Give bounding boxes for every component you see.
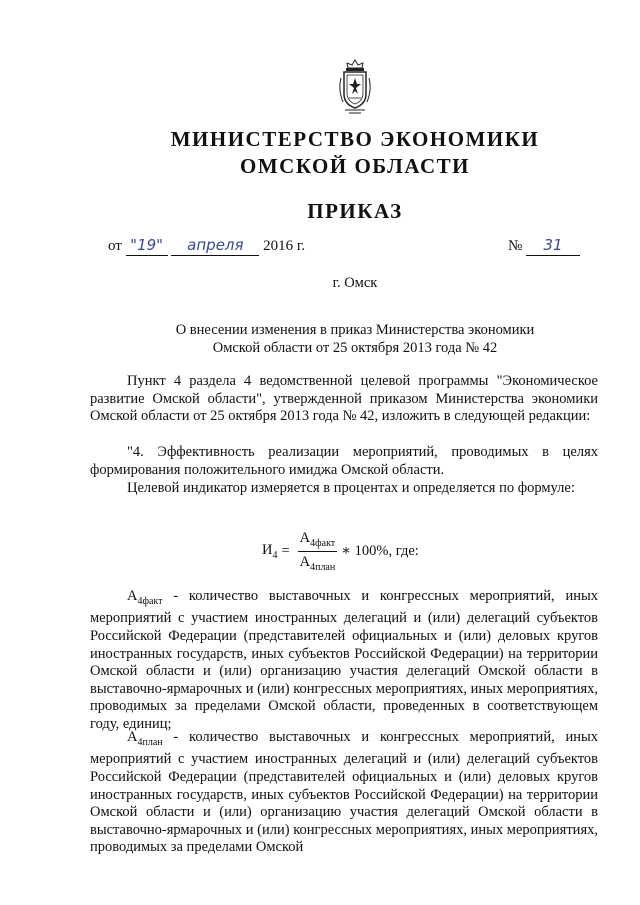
date-month-field xyxy=(171,236,259,256)
subject xyxy=(0,321,640,357)
paragraph-2: "4. Эффективность реализации мероприятий, проводимых в целях формирования положительного имиджа Омской области. xyxy=(90,444,598,478)
order-number xyxy=(508,236,580,256)
city: г. Омск xyxy=(332,275,378,291)
definition-a4plan: $А_{4план}$ - количество выставочных и конгрессных мероприятий, иных мероприятий с участием иностранных делегаций и (или) делегаций субъектов Российской Федерации (представителей официальных и (или) деловых кругов иностранных государств, иных субъектов Российской Федерации) на территории Омской области и (или) организацию участия делегаций Омской области в выставочно-ярмарочных и (или) конгрессных мероприятиях, иных мероприятиях, проводимых за пределами Омской xyxy=(90,729,598,856)
ministry-name xyxy=(0,126,640,180)
date-year: 2016 г. xyxy=(263,238,306,254)
formula xyxy=(262,530,419,573)
ministry-name-line2: ОМСКОЙ ОБЛАСТИ xyxy=(240,154,470,178)
subject-line1: О внесении изменения в приказ Министерства экономики xyxy=(175,322,535,338)
date-line xyxy=(108,236,305,256)
ministry-name-line1: МИНИСТЕРСТВО ЭКОНОМИКИ xyxy=(170,127,540,151)
formula-numerator: $А_{4факт}$ xyxy=(298,530,338,552)
subject-line2: Омской области от 25 октября 2013 года № 42 xyxy=(212,340,498,356)
date-day: 19 xyxy=(137,236,157,254)
date-month: апреля xyxy=(187,236,244,254)
formula-lhs: $И_4$ xyxy=(262,541,278,561)
document-type: ПРИКАЗ xyxy=(307,199,403,223)
paragraph-3: Целевой индикатор измеряется в процентах и определяется по формуле: xyxy=(127,480,575,496)
formula-tail: ∗ 100%, где: xyxy=(341,542,419,559)
number-label: № xyxy=(508,238,523,254)
coat-of-arms-emblem xyxy=(335,58,375,118)
paragraph-1: Пункт 4 раздела 4 ведомственной целевой программы "Экономическое развитие Омской области", утвержденной приказом Министерства экономики Омской области от 25 октября 2013 года № 42, изложить в следующей редакции: xyxy=(90,373,598,425)
formula-denominator: $А_{4план}$ xyxy=(299,553,336,573)
number-value: 31 xyxy=(543,236,563,254)
formula-fraction xyxy=(298,530,338,573)
date-prefix: от xyxy=(108,238,122,254)
definition-a4fact: $А_{4факт}$ - количество выставочных и конгрессных мероприятий, иных мероприятий с участием иностранных делегаций и (или) делегаций субъектов Российской Федерации (представителей официальных и (или) деловых кругов иностранных государств, иных субъектов Российской Федерации) на территории Омской области и (или) организацию участия делегаций Омской области в выставочно-ярмарочных и (или) конгрессных мероприятиях, иных мероприятиях, проводимых за пределами Омской области, проведенных в соответствующем году, единиц; xyxy=(90,588,598,733)
number-field xyxy=(526,236,580,256)
date-day-field: "19" xyxy=(126,236,168,256)
formula-equals: = xyxy=(281,542,290,559)
